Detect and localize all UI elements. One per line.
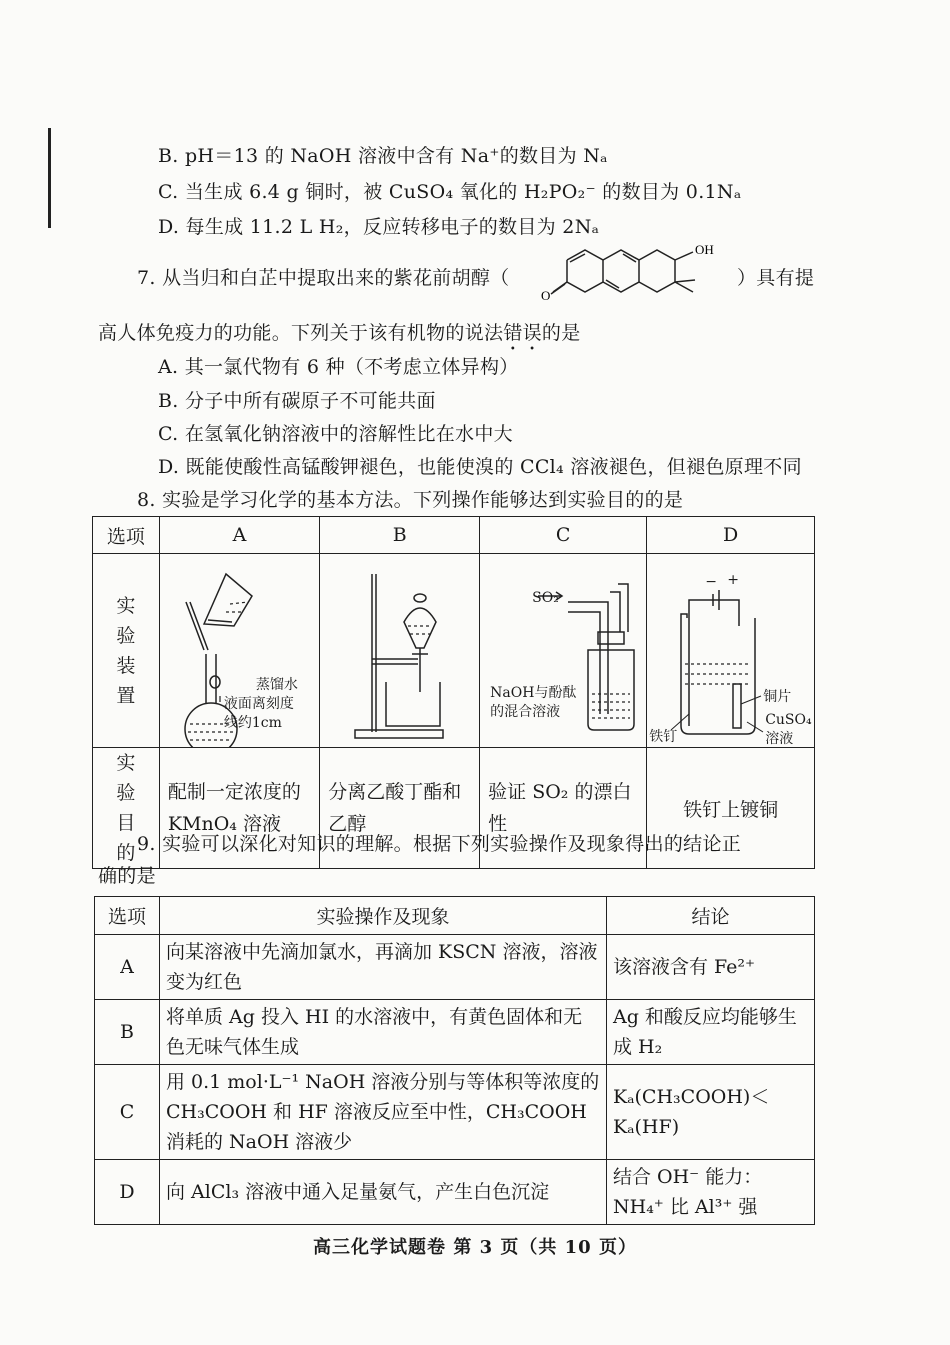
- q8-header-a: A: [159, 517, 319, 554]
- q7-stem-cont-b: 的是: [541, 322, 581, 344]
- q9-table: [94, 896, 815, 1225]
- apparatus-d-plus: +: [727, 572, 739, 588]
- q9-row-b-conclusion: Ag 和酸反应均能够生成 H₂: [607, 1000, 815, 1065]
- q7-molecule-structure: [535, 240, 745, 310]
- apparatus-a-label-1: 蒸馏水: [255, 677, 298, 693]
- apparatus-d-minus: −: [705, 574, 717, 590]
- q9-row-a-conclusion: 该溶液含有 Fe²⁺: [607, 935, 815, 1000]
- q9-row-d-option: D: [95, 1160, 160, 1225]
- q9-row-d: [95, 1160, 815, 1225]
- apparatus-d-label-cuso4: CuSO₄: [765, 712, 812, 728]
- q8-table: [92, 516, 815, 869]
- q8-purpose-a: 配制一定浓度的 KMnO₄ 溶液: [159, 748, 319, 869]
- q9-row-a-option: A: [95, 935, 160, 1000]
- q8-header-b: B: [320, 517, 480, 554]
- q9-row-c-option: C: [95, 1065, 160, 1160]
- apparatus-a-label-2: 液面离刻度: [223, 696, 294, 712]
- q8-row-purpose-label: 实验目的: [93, 748, 160, 869]
- q9-header-conclusion: 结论: [607, 897, 815, 935]
- q7-option-a: A. 其一氯代物有 6 种（不考虑立体异构）: [158, 356, 519, 378]
- q8-stem: 8. 实验是学习化学的基本方法。下列操作能够达到实验目的的是: [137, 489, 684, 511]
- q9-stem-line-1: 9. 实验可以深化对知识的理解。根据下列实验操作及现象得出的结论正: [137, 833, 742, 855]
- q8-purpose-d: 铁钉上镀铜: [647, 748, 815, 869]
- q7-option-d: D. 既能使酸性高锰酸钾褪色，也能使溴的 CCl₄ 溶液褪色，但褪色原理不同: [158, 456, 802, 478]
- q9-row-c-operation: 用 0.1 mol·L⁻¹ NaOH 溶液分别与等体积等浓度的 CH₃COOH 和 HF 溶液反应至中性，CH₃COOH 消耗的 NaOH 溶液少: [160, 1065, 607, 1160]
- apparatus-c-label-so2: SO₂: [532, 590, 559, 606]
- q9-header-operation: 实验操作及现象: [160, 897, 607, 935]
- q9-row-c-conclusion: Kₐ(CH₃COOH)＜Kₐ(HF): [607, 1065, 815, 1160]
- q8-purpose-c: 验证 SO₂ 的漂白性: [480, 748, 647, 869]
- q7-stem-continuation: [98, 318, 581, 355]
- q7-stem-emphasis: 错误: [503, 322, 542, 344]
- apparatus-c-label-3: 的混合溶液: [490, 704, 561, 720]
- q8-apparatus-c: [480, 554, 647, 748]
- q9-row-a: [95, 935, 815, 1000]
- apparatus-d-label-iron: 铁钉: [649, 729, 678, 745]
- apparatus-d-label-copper: 铜片: [763, 689, 792, 705]
- q9-row-b: [95, 1000, 815, 1065]
- q8-header-option: 选项: [93, 517, 160, 554]
- q8-purpose-b: 分离乙酸丁酯和乙醇: [320, 748, 480, 869]
- q9-row-a-operation: 向某溶液中先滴加氯水，再滴加 KSCN 溶液，溶液变为红色: [160, 935, 607, 1000]
- q9-row-d-operation: 向 AlCl₃ 溶液中通入足量氨气，产生白色沉淀: [160, 1160, 607, 1225]
- q8-apparatus-d: [647, 554, 815, 748]
- q7-stem-start: 7. 从当归和白芷中提取出来的紫花前胡醇（: [137, 267, 510, 289]
- q9-row-b-operation: 将单质 Ag 投入 HI 的水溶液中，有黄色固体和无色无味气体生成: [160, 1000, 607, 1065]
- q9-row-b-option: B: [95, 1000, 160, 1065]
- apparatus-c-label-2: NaOH与酚酞: [490, 685, 577, 701]
- q8-row-apparatus-label: 实验装置: [93, 554, 160, 748]
- q6-option-b: B. pH＝13 的 NaOH 溶液中含有 Na⁺的数目为 Nₐ: [158, 145, 608, 167]
- q7-molecule-oh-label: OH: [695, 242, 714, 257]
- q8-header-c: C: [480, 517, 647, 554]
- q8-apparatus-b: [320, 554, 480, 748]
- apparatus-a-label-3: 线约1cm: [223, 715, 282, 731]
- q7-option-c: C. 在氢氧化钠溶液中的溶解性比在水中大: [158, 423, 513, 445]
- q9-stem-line-2: 确的是: [98, 865, 156, 887]
- page-footer: 高三化学试题卷 第 3 页（共 10 页）: [313, 1237, 637, 1258]
- q6-option-d: D. 每生成 11.2 L H₂，反应转移电子的数目为 2Nₐ: [158, 216, 600, 238]
- q7-molecule-o-label: O: [541, 288, 551, 303]
- q9-row-c: [95, 1065, 815, 1160]
- q8-apparatus-a: [159, 554, 319, 748]
- q7-option-b: B. 分子中所有碳原子不可能共面: [158, 390, 436, 412]
- apparatus-d-label-solution: 溶液: [765, 731, 794, 747]
- q7-stem-cont-a: 高人体免疫力的功能。下列关于该有机物的说法: [98, 322, 504, 344]
- binding-margin-mark: [48, 128, 51, 228]
- q9-header-option: 选项: [95, 897, 160, 935]
- q8-header-d: D: [647, 517, 815, 554]
- q6-option-c: C. 当生成 6.4 g 铜时，被 CuSO₄ 氧化的 H₂PO₂⁻ 的数目为 0.1Nₐ: [158, 181, 742, 203]
- q9-row-d-conclusion: 结合 OH⁻ 能力：NH₄⁺ 比 Al³⁺ 强: [607, 1160, 815, 1225]
- separatory-funnel-diagram: [320, 554, 480, 747]
- q7-stem-end: ）具有提: [737, 267, 815, 289]
